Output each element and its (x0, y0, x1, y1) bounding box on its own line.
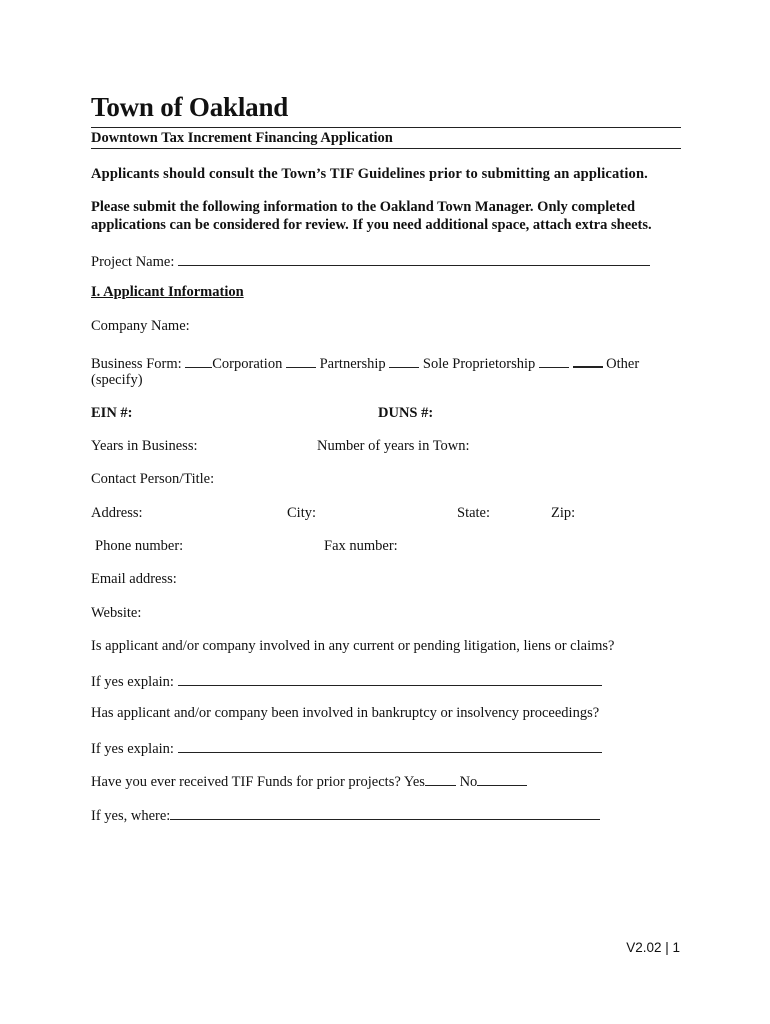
project-name-field[interactable] (178, 251, 650, 266)
tif-yes-field[interactable] (425, 771, 456, 786)
company-name-label: Company Name: (91, 318, 190, 334)
other-blank-1[interactable] (539, 353, 569, 368)
tif-where-field[interactable] (170, 805, 600, 820)
specify-label: (specify) (91, 372, 143, 388)
consult-instruction: Applicants should consult the Town’s TIF Guidelines prior to submitting an application. (91, 166, 648, 182)
page-footer: V2.02 | 1 (626, 940, 680, 955)
corporation-blank[interactable] (185, 353, 212, 368)
city-label: City: (287, 505, 317, 521)
tif-no-label: No (455, 774, 478, 790)
submit-instruction-line1: Please submit the following information to the Oakland Town Manager. Only completed (91, 199, 636, 215)
sole-proprietorship-blank[interactable] (389, 353, 419, 368)
tif-question-yes-label: Have you ever received TIF Funds for prior projects? Yes (91, 774, 425, 790)
other-blank-2[interactable] (573, 352, 603, 368)
other-option: Other (602, 356, 640, 372)
duns-label: DUNS #: (378, 405, 434, 421)
business-form-label: Business Form: (91, 356, 186, 372)
page-title: Town of Oakland (91, 92, 289, 122)
address-label: Address: (91, 505, 143, 521)
tif-question-row (91, 771, 527, 791)
bankruptcy-explain-label: If yes explain: (91, 741, 178, 757)
website-label: Website: (91, 605, 142, 621)
bankruptcy-explain-field[interactable] (178, 738, 602, 753)
form-subtitle: Downtown Tax Increment Financing Application (91, 130, 393, 146)
years-in-town-label: Number of years in Town: (317, 438, 470, 454)
litigation-question: Is applicant and/or company involved in any current or pending litigation, liens or claims? (91, 638, 615, 654)
project-name-row (91, 251, 650, 271)
fax-label: Fax number: (324, 538, 398, 554)
bankruptcy-question: Has applicant and/or company been involved in bankruptcy or insolvency proceedings? (91, 705, 600, 721)
partnership-option: Partnership (315, 356, 386, 372)
litigation-explain-field[interactable] (178, 671, 602, 686)
phone-label: Phone number: (95, 538, 184, 554)
zip-label: Zip: (551, 505, 576, 521)
section-heading-applicant: I. Applicant Information (91, 284, 244, 300)
sole-proprietorship-option: Sole Proprietorship (419, 356, 536, 372)
bankruptcy-explain-row (91, 738, 602, 758)
email-label: Email address: (91, 571, 177, 587)
submit-instruction-line2: applications can be considered for review. If you need additional space, attach extra sheets. (91, 217, 652, 233)
state-label: State: (457, 505, 491, 521)
business-form-row (91, 352, 639, 373)
tif-no-field[interactable] (477, 771, 527, 786)
contact-person-label: Contact Person/Title: (91, 471, 215, 487)
litigation-explain-label: If yes explain: (91, 674, 178, 690)
tif-where-label: If yes, where: (91, 808, 171, 824)
ein-label: EIN #: (91, 405, 133, 421)
years-in-business-label: Years in Business: (91, 438, 198, 454)
corporation-option: Corporation (212, 356, 283, 372)
litigation-explain-row (91, 671, 602, 691)
partnership-blank[interactable] (286, 353, 316, 368)
subtitle-rule (91, 148, 681, 149)
project-name-label: Project Name: (91, 254, 178, 270)
tif-where-row (91, 805, 600, 825)
title-rule (91, 127, 681, 128)
